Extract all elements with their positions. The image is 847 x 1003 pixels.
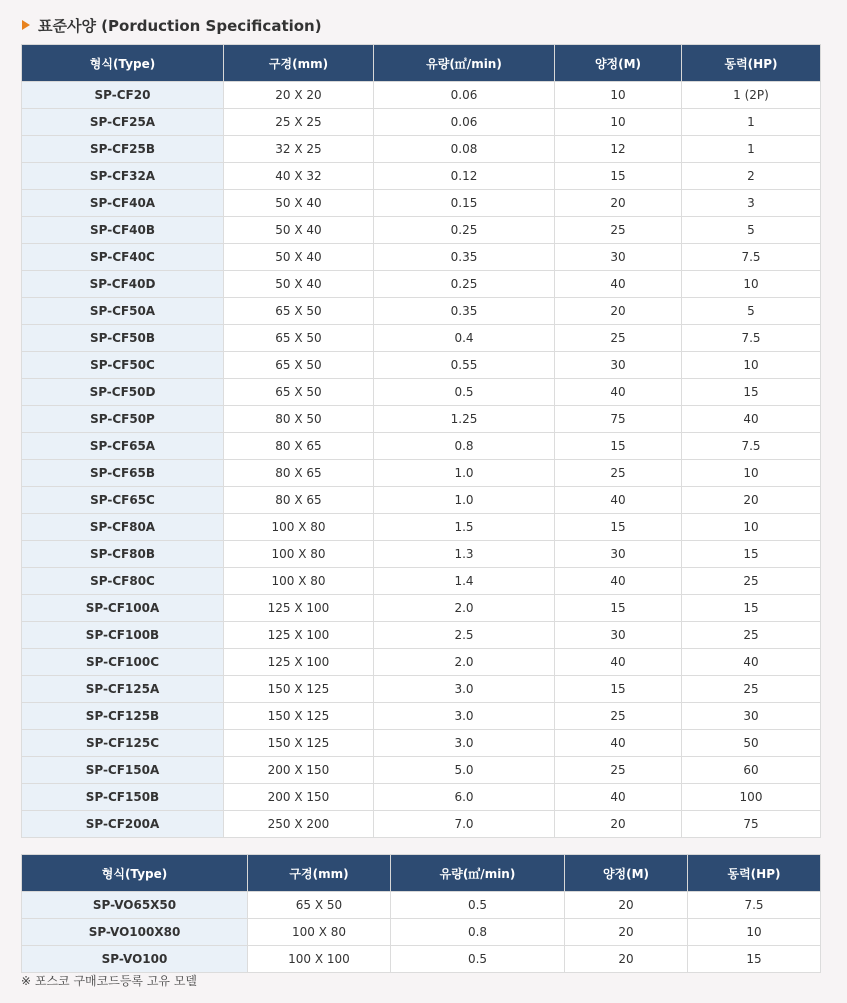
cell-power: 10 (682, 352, 821, 379)
table-row (22, 649, 821, 676)
cell-type: SP-CF50A (22, 298, 224, 325)
cell-head: 25 (555, 325, 682, 352)
cell-head: 10 (555, 109, 682, 136)
cell-flow: 0.8 (374, 433, 555, 460)
cell-power: 100 (682, 784, 821, 811)
cell-head: 40 (555, 649, 682, 676)
cell-type: SP-CF40B (22, 217, 224, 244)
cell-bore: 125 X 100 (224, 649, 374, 676)
table-row (22, 541, 821, 568)
cell-type: SP-CF65C (22, 487, 224, 514)
cell-type: SP-CF50C (22, 352, 224, 379)
cell-power: 10 (688, 919, 821, 946)
cell-type: SP-CF40D (22, 271, 224, 298)
cell-flow: 0.35 (374, 244, 555, 271)
cell-head: 25 (555, 460, 682, 487)
cell-bore: 65 X 50 (248, 892, 391, 919)
cell-bore: 25 X 25 (224, 109, 374, 136)
cell-bore: 125 X 100 (224, 595, 374, 622)
cell-power: 3 (682, 190, 821, 217)
footnote: ※ 포스코 구매코드등록 고유 모델 (21, 974, 198, 988)
cell-bore: 65 X 50 (224, 379, 374, 406)
cell-type: SP-VO100X80 (22, 919, 248, 946)
cell-type: SP-CF125A (22, 676, 224, 703)
cell-bore: 20 X 20 (224, 82, 374, 109)
cell-power: 15 (682, 379, 821, 406)
cell-head: 15 (555, 595, 682, 622)
cell-bore: 125 X 100 (224, 622, 374, 649)
table-body-cf (22, 82, 821, 838)
cell-type: SP-CF100A (22, 595, 224, 622)
col-header-head: 양정(M) (555, 45, 682, 82)
cell-flow: 0.25 (374, 217, 555, 244)
cell-type: SP-CF20 (22, 82, 224, 109)
cell-head: 30 (555, 244, 682, 271)
table-row (22, 784, 821, 811)
cell-power: 5 (682, 217, 821, 244)
table-row (22, 379, 821, 406)
cell-type: SP-CF32A (22, 163, 224, 190)
cell-bore: 100 X 80 (224, 514, 374, 541)
cell-power: 60 (682, 757, 821, 784)
cell-flow: 6.0 (374, 784, 555, 811)
col-header-head: 양정(M) (565, 855, 688, 892)
cell-power: 1 (682, 109, 821, 136)
cell-type: SP-VO100 (22, 946, 248, 973)
cell-type: SP-CF100B (22, 622, 224, 649)
cell-head: 40 (555, 784, 682, 811)
cell-bore: 32 X 25 (224, 136, 374, 163)
col-header-bore: 구경(mm) (248, 855, 391, 892)
triangle-bullet-icon (22, 20, 30, 30)
cell-power: 50 (682, 730, 821, 757)
cell-type: SP-CF25A (22, 109, 224, 136)
cell-flow: 2.0 (374, 649, 555, 676)
cell-flow: 2.5 (374, 622, 555, 649)
cell-bore: 250 X 200 (224, 811, 374, 838)
cell-bore: 65 X 50 (224, 352, 374, 379)
cell-bore: 40 X 32 (224, 163, 374, 190)
cell-power: 75 (682, 811, 821, 838)
cell-flow: 0.5 (391, 892, 565, 919)
table-row (22, 271, 821, 298)
cell-power: 30 (682, 703, 821, 730)
cell-head: 20 (555, 190, 682, 217)
table-row (22, 514, 821, 541)
cell-flow: 0.35 (374, 298, 555, 325)
cell-power: 1 (682, 136, 821, 163)
col-header-type: 형식(Type) (22, 855, 248, 892)
cell-head: 12 (555, 136, 682, 163)
col-header-power: 동력(HP) (688, 855, 821, 892)
spec-table-vo (21, 854, 821, 973)
cell-power: 7.5 (682, 244, 821, 271)
cell-type: SP-VO65X50 (22, 892, 248, 919)
cell-head: 25 (555, 703, 682, 730)
cell-flow: 3.0 (374, 730, 555, 757)
cell-power: 1 (2P) (682, 82, 821, 109)
table-header-row (22, 45, 821, 82)
cell-bore: 150 X 125 (224, 730, 374, 757)
cell-head: 30 (555, 622, 682, 649)
cell-type: SP-CF150B (22, 784, 224, 811)
table-row (22, 298, 821, 325)
cell-flow: 1.3 (374, 541, 555, 568)
cell-power: 25 (682, 676, 821, 703)
cell-bore: 100 X 80 (248, 919, 391, 946)
cell-bore: 50 X 40 (224, 271, 374, 298)
cell-power: 25 (682, 568, 821, 595)
table-row (22, 82, 821, 109)
cell-type: SP-CF80A (22, 514, 224, 541)
cell-bore: 65 X 50 (224, 325, 374, 352)
cell-head: 25 (555, 217, 682, 244)
cell-type: SP-CF25B (22, 136, 224, 163)
cell-power: 7.5 (688, 892, 821, 919)
cell-flow: 0.25 (374, 271, 555, 298)
cell-bore: 200 X 150 (224, 757, 374, 784)
table-row (22, 811, 821, 838)
cell-type: SP-CF50P (22, 406, 224, 433)
table-row (22, 109, 821, 136)
cell-bore: 100 X 80 (224, 568, 374, 595)
cell-head: 10 (555, 82, 682, 109)
table-row (22, 325, 821, 352)
cell-flow: 7.0 (374, 811, 555, 838)
cell-power: 25 (682, 622, 821, 649)
table-row (22, 595, 821, 622)
cell-power: 40 (682, 649, 821, 676)
cell-flow: 1.0 (374, 487, 555, 514)
section-title: 표준사양 (Porduction Specification) (38, 16, 322, 35)
cell-head: 30 (555, 541, 682, 568)
cell-head: 40 (555, 379, 682, 406)
cell-type: SP-CF125B (22, 703, 224, 730)
cell-head: 75 (555, 406, 682, 433)
cell-flow: 0.06 (374, 82, 555, 109)
cell-flow: 0.12 (374, 163, 555, 190)
cell-power: 20 (682, 487, 821, 514)
cell-head: 15 (555, 676, 682, 703)
col-header-type: 형식(Type) (22, 45, 224, 82)
table-row (22, 352, 821, 379)
cell-power: 15 (682, 595, 821, 622)
cell-flow: 1.25 (374, 406, 555, 433)
cell-flow: 0.06 (374, 109, 555, 136)
cell-bore: 65 X 50 (224, 298, 374, 325)
cell-type: SP-CF100C (22, 649, 224, 676)
cell-bore: 100 X 100 (248, 946, 391, 973)
table-row (22, 406, 821, 433)
table-row (22, 433, 821, 460)
cell-power: 15 (682, 541, 821, 568)
cell-flow: 0.55 (374, 352, 555, 379)
cell-power: 40 (682, 406, 821, 433)
cell-power: 5 (682, 298, 821, 325)
cell-flow: 1.0 (374, 460, 555, 487)
cell-head: 40 (555, 730, 682, 757)
table-row (22, 730, 821, 757)
table-row (22, 676, 821, 703)
table-row (22, 163, 821, 190)
cell-bore: 80 X 65 (224, 433, 374, 460)
cell-bore: 50 X 40 (224, 244, 374, 271)
cell-head: 20 (565, 946, 688, 973)
cell-power: 10 (682, 514, 821, 541)
cell-flow: 0.8 (391, 919, 565, 946)
cell-flow: 1.5 (374, 514, 555, 541)
col-header-power: 동력(HP) (682, 45, 821, 82)
cell-head: 15 (555, 514, 682, 541)
cell-power: 15 (688, 946, 821, 973)
table-row (22, 487, 821, 514)
cell-flow: 3.0 (374, 676, 555, 703)
cell-flow: 0.15 (374, 190, 555, 217)
table-row (22, 946, 821, 973)
table-row (22, 136, 821, 163)
table-row (22, 244, 821, 271)
cell-type: SP-CF65B (22, 460, 224, 487)
cell-flow: 0.08 (374, 136, 555, 163)
cell-flow: 1.4 (374, 568, 555, 595)
cell-head: 25 (555, 757, 682, 784)
cell-type: SP-CF40A (22, 190, 224, 217)
cell-head: 15 (555, 433, 682, 460)
cell-head: 20 (555, 298, 682, 325)
cell-flow: 0.5 (391, 946, 565, 973)
cell-flow: 3.0 (374, 703, 555, 730)
table-row (22, 622, 821, 649)
cell-type: SP-CF125C (22, 730, 224, 757)
table-row (22, 757, 821, 784)
cell-type: SP-CF50B (22, 325, 224, 352)
cell-bore: 150 X 125 (224, 703, 374, 730)
cell-type: SP-CF80C (22, 568, 224, 595)
cell-type: SP-CF40C (22, 244, 224, 271)
section-header (22, 14, 322, 36)
table-row (22, 460, 821, 487)
cell-type: SP-CF50D (22, 379, 224, 406)
cell-type: SP-CF80B (22, 541, 224, 568)
table-row (22, 703, 821, 730)
cell-head: 15 (555, 163, 682, 190)
cell-type: SP-CF65A (22, 433, 224, 460)
spec-table-cf (21, 44, 821, 838)
table-body-vo (22, 892, 821, 973)
cell-flow: 2.0 (374, 595, 555, 622)
table-row (22, 568, 821, 595)
table-row (22, 919, 821, 946)
cell-head: 20 (565, 892, 688, 919)
cell-power: 2 (682, 163, 821, 190)
cell-power: 7.5 (682, 325, 821, 352)
col-header-flow: 유량(㎥/min) (391, 855, 565, 892)
cell-flow: 5.0 (374, 757, 555, 784)
cell-head: 40 (555, 487, 682, 514)
cell-bore: 150 X 125 (224, 676, 374, 703)
cell-flow: 0.5 (374, 379, 555, 406)
cell-head: 20 (555, 811, 682, 838)
cell-bore: 80 X 65 (224, 460, 374, 487)
table-header-row (22, 855, 821, 892)
table-row (22, 217, 821, 244)
col-header-flow: 유량(㎥/min) (374, 45, 555, 82)
cell-bore: 80 X 50 (224, 406, 374, 433)
cell-type: SP-CF200A (22, 811, 224, 838)
cell-power: 10 (682, 271, 821, 298)
cell-bore: 80 X 65 (224, 487, 374, 514)
cell-head: 20 (565, 919, 688, 946)
cell-bore: 50 X 40 (224, 217, 374, 244)
cell-bore: 200 X 150 (224, 784, 374, 811)
cell-type: SP-CF150A (22, 757, 224, 784)
cell-head: 30 (555, 352, 682, 379)
cell-head: 40 (555, 568, 682, 595)
cell-head: 40 (555, 271, 682, 298)
cell-power: 10 (682, 460, 821, 487)
cell-power: 7.5 (682, 433, 821, 460)
col-header-bore: 구경(mm) (224, 45, 374, 82)
cell-flow: 0.4 (374, 325, 555, 352)
cell-bore: 100 X 80 (224, 541, 374, 568)
table-row (22, 892, 821, 919)
cell-bore: 50 X 40 (224, 190, 374, 217)
table-row (22, 190, 821, 217)
